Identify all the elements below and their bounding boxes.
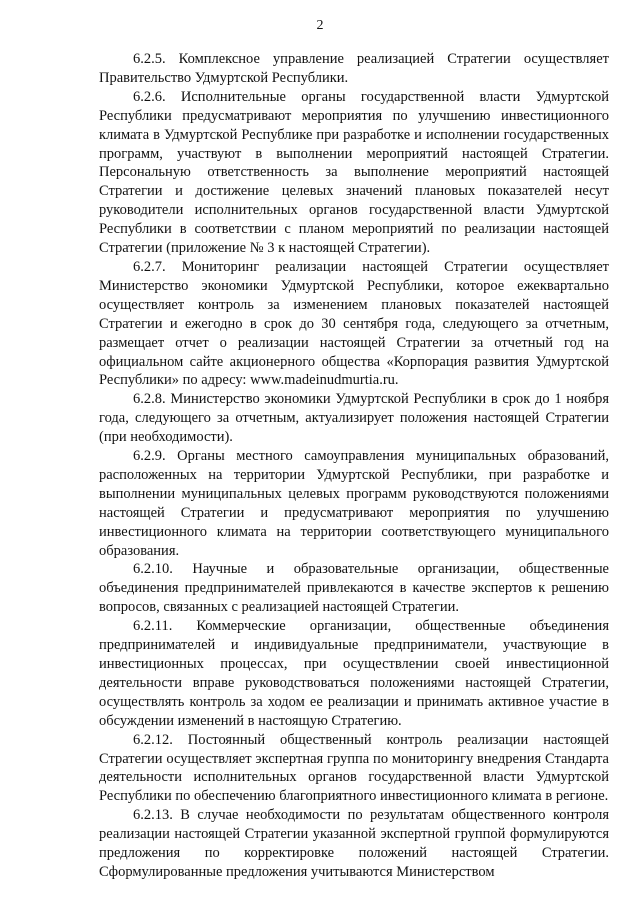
paragraph-6-2-11: 6.2.11. Коммерческие организации, общественные объединения предпринимателей и индивидуальные предприниматели, участвующие в инвестиционных процессах, при осуществлении своей инвестиционной деятельности вправе руководствоваться положениями настоящей Стратегии, осуществлять контроль за ходом ее реализации и принимать активное участие в обсуждении изменений в настоящую Стратегию.: [99, 618, 609, 729]
paragraph-6-2-10: 6.2.10. Научные и образовательные организации, общественные объединения предпринимателей привлекаются в качестве экспертов к решению вопросов, связанных с реализацией настоящей Стратегии.: [99, 561, 609, 616]
document-body: [99, 50, 609, 882]
paragraph-6-2-7: 6.2.7. Мониторинг реализации настоящей Стратегии осуществляет Министерство экономики Удмуртской Республики, которое ежеквартально осуществляет контроль за изменением плановых показателей настоящей Стратегии и ежегодно в срок до 30 сентября года, следующего за отчетным, размещает отчет о реализации настоящей Стратегии за отчетный год на официальном сайте акционерного общества «Корпорация развития Удмуртской Республики» по адресу: www.madeinudmurtia.ru.: [99, 258, 609, 389]
paragraph-6-2-9: 6.2.9. Органы местного самоуправления муниципальных образований, расположенных на территории Удмуртской Республики, при разработке и выполнении муниципальных целевых программ руководствуются положениями настоящей Стратегии и предусматривают мероприятия по улучшению инвестиционного климата на территории соответствующего муниципального образования.: [99, 448, 609, 559]
paragraph-6-2-8: 6.2.8. Министерство экономики Удмуртской Республики в срок до 1 ноября года, следующего за отчетным, актуализирует положения настоящей Стратегии (при необходимости).: [99, 391, 609, 446]
paragraph-6-2-13: 6.2.13. В случае необходимости по результатам общественного контроля реализации настоящей Стратегии указанной экспертной группой формулируются предложения по корректировке положений настоящей Стратегии. Сформулированные предложения учитываются Министерством: [99, 807, 609, 880]
paragraph-6-2-6: 6.2.6. Исполнительные органы государственной власти Удмуртской Республики предусматривают мероприятия по улучшению инвестиционного климата в Удмуртской Республике при разработке и исполнении государственных программ, участвуют в выполнении мероприятий настоящей Стратегии. Персональную ответственность за выполнение мероприятий настоящей Стратегии и достижение целевых значений плановых показателей несут руководители исполнительных органов государственной власти Удмуртской Республики в соответствии с планом мероприятий по реализации настоящей Стратегии (приложение № 3 к настоящей Стратегии).: [99, 88, 609, 257]
page-number: 2: [316, 18, 324, 33]
paragraph-6-2-12: 6.2.12. Постоянный общественный контроль реализации настоящей Стратегии осуществляет экспертная группа по мониторингу внедрения Стандарта деятельности исполнительных органов государственной власти Удмуртской Республики по обеспечению благоприятного инвестиционного климата в регионе.: [99, 731, 609, 805]
paragraph-6-2-5: 6.2.5. Комплексное управление реализацией Стратегии осуществляет Правительство Удмуртской Республики.: [99, 51, 609, 86]
